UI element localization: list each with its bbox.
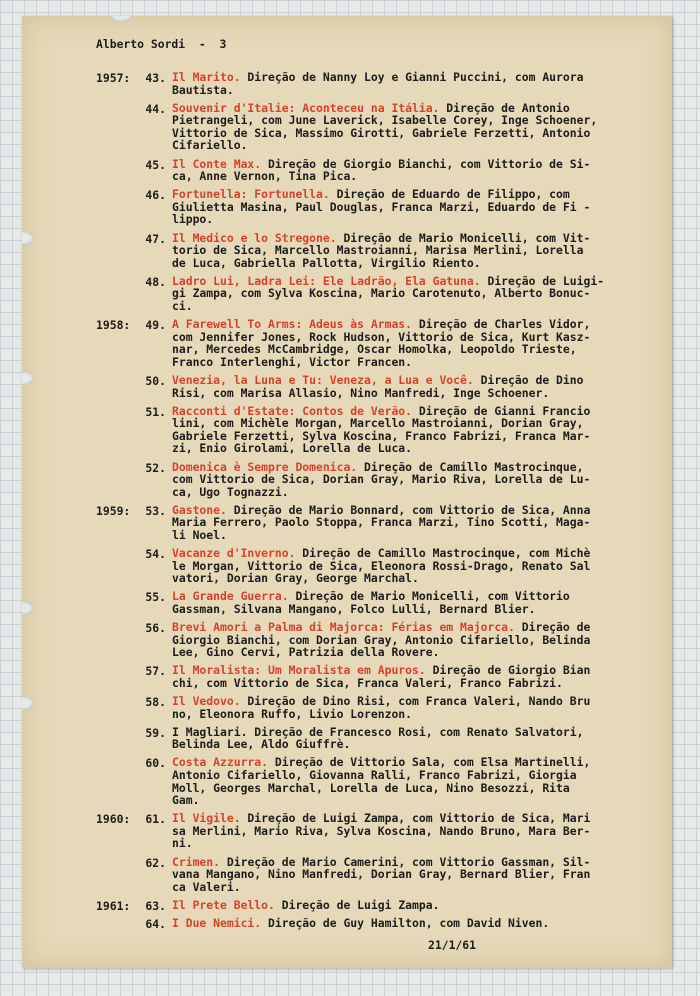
- entry-number: 56.: [145, 621, 166, 636]
- punch-hole: [22, 231, 34, 245]
- film-entry: [96, 664, 666, 689]
- punch-hole: [110, 16, 132, 22]
- entry-text: [172, 504, 666, 542]
- entry-text: [172, 71, 666, 96]
- entry-detail: vana Mangano, Nino Manfredi, Dorian Gray, Bernard Blier, Fran: [172, 867, 591, 882]
- entry-line: [172, 868, 666, 881]
- punch-hole: [22, 696, 34, 710]
- entry-text: [172, 621, 666, 659]
- entry-detail: gi Zampa, com Sylva Koscina, Mario Carotenuto, Alberto Bonuc-: [172, 286, 591, 301]
- entry-detail: zi, Enio Girolami, Lorella de Luca.: [172, 441, 413, 456]
- entry-detail: Direção de Mario Bonnard, com Vittorio de Sica, Anna: [226, 502, 591, 517]
- film-entry: [96, 405, 666, 455]
- entry-line: [172, 677, 666, 690]
- entry-detail: Pietrangeli, com June Laverick, Isabelle Corey, Inge Schoener,: [172, 113, 598, 128]
- entry-number: 45.: [145, 157, 166, 172]
- entry-detail: li Noel.: [172, 528, 227, 542]
- entry-detail: Direção de Vittorio Sala, com Elsa Martinelli,: [268, 755, 591, 770]
- film-title: Il Vigile.: [172, 811, 241, 826]
- entry-text: [172, 275, 666, 313]
- entry-line: [172, 516, 666, 529]
- film-entry: [96, 917, 666, 930]
- entry-number: 54.: [145, 547, 166, 562]
- entry-detail: Direção de Giorgio Bianchi, com Vittorio de Si-: [261, 156, 591, 171]
- entry-year: 1957:: [96, 71, 131, 85]
- entry-number: 51.: [145, 404, 166, 419]
- film-entry: [96, 461, 666, 499]
- entry-detail: Direção de Charles Vidor,: [412, 317, 591, 332]
- film-title: Il Moralista: Um Moralista em Apuros.: [172, 663, 426, 678]
- film-title: Brevi Amori a Palma di Majorca: Férias em Majorca.: [172, 620, 515, 635]
- entry-line: [172, 287, 666, 300]
- entry-detail: Vittorio de Sica, Massimo Girotti, Gabriele Ferzetti, Antonio: [172, 125, 591, 140]
- entry-line: [172, 782, 666, 795]
- entry-detail: nar, Mercedes McCambridge, Oscar Homolka, Leopoldo Trieste,: [172, 342, 577, 357]
- entry-line: [172, 646, 666, 659]
- entry-detail: vatori, Dorian Gray, George Marchal.: [172, 571, 419, 586]
- entry-detail: Franco Interlenghi, Victor Francen.: [172, 354, 413, 369]
- film-entry: [96, 726, 666, 751]
- entry-detail: Direção de Antonio: [439, 100, 570, 115]
- entry-line: [172, 825, 666, 838]
- entry-number: 48.: [145, 274, 166, 289]
- film-entry: [96, 232, 666, 270]
- entry-number: 62.: [145, 855, 166, 870]
- entry-number: 49.: [145, 318, 166, 333]
- entry-line: [172, 917, 666, 930]
- entry-detail: Direção de Gianni Francio: [412, 403, 591, 418]
- entry-detail: Direção de Luigi Zampa, com Vittorio de Sica, Mari: [240, 811, 591, 826]
- film-title: Racconti d'Estate: Contos de Verão.: [172, 403, 413, 418]
- entry-number: 58.: [145, 695, 166, 710]
- entry-detail: Direção de Mario Camerini, com Vittorio Gassman, Sil-: [220, 854, 591, 869]
- entry-line: [172, 213, 666, 226]
- entry-year: 1959:: [96, 503, 131, 518]
- page-header: Alberto Sordi - 3: [96, 37, 227, 51]
- entry-number: 46.: [145, 188, 166, 203]
- entry-line: [172, 738, 666, 751]
- entry-number: 52.: [145, 460, 166, 475]
- entry-detail: Risi, com Marisa Allasio, Nino Manfredi, Inge Schoener.: [172, 385, 550, 400]
- film-title: Gastone.: [172, 502, 227, 517]
- entry-detail: Lee, Gino Cervi, Patrizia della Rovere.: [172, 645, 440, 660]
- typed-page: [22, 16, 672, 968]
- film-entry: [96, 547, 666, 585]
- film-entry: [96, 899, 666, 912]
- entry-line: [172, 139, 666, 152]
- entry-detail: Direção de Camillo Mastrocinque, com Michè: [295, 546, 591, 561]
- entry-text: [172, 812, 666, 850]
- entry-line: [172, 899, 666, 912]
- entry-text: [172, 232, 666, 270]
- entry-detail: de Luca, Gabriella Pallotta, Virgilio Riento.: [172, 255, 481, 270]
- film-entry: [96, 695, 666, 720]
- entry-line: [172, 201, 666, 214]
- film-entry: [96, 756, 666, 806]
- entry-line: [172, 387, 666, 400]
- entry-number: 55.: [145, 590, 166, 605]
- entry-line: [172, 572, 666, 585]
- entry-detail: Direção de Dino Risi, com Franca Valeri, Nando Bru: [240, 694, 591, 709]
- entry-detail: com Vittorio de Sica, Dorian Gray, Mario Riva, Lorella de Lu-: [172, 472, 591, 487]
- entry-number: 50.: [145, 373, 166, 388]
- entry-detail: Cifariello.: [172, 138, 248, 153]
- entry-line: [172, 881, 666, 894]
- entry-detail: Direção de Luigi Zampa.: [274, 897, 440, 912]
- entry-line: [172, 170, 666, 183]
- entry-line: [172, 84, 666, 97]
- entry-year: 1961:: [96, 898, 131, 913]
- entry-detail: I Magliari. Direção de Francesco Rosi, com Renato Salvatori,: [172, 724, 584, 739]
- film-entry: [96, 318, 666, 368]
- entry-line: [172, 529, 666, 542]
- film-entry: [96, 590, 666, 615]
- entry-detail: sa Merlini, Mario Riva, Sylva Koscina, Nando Bruno, Mara Ber-: [172, 823, 591, 838]
- punch-hole: [22, 601, 34, 615]
- entry-detail: Gam.: [172, 793, 200, 808]
- entry-detail: Direção de Dino: [473, 372, 584, 387]
- film-entry: [96, 275, 666, 313]
- entry-detail: Direção de: [514, 620, 591, 635]
- entry-detail: Belinda Lee, Aldo Giuffrè.: [172, 737, 351, 752]
- film-title: Il Medico e lo Stregone.: [172, 230, 337, 245]
- entry-line: [172, 486, 666, 499]
- entry-detail: ni.: [172, 836, 193, 851]
- entry-text: [172, 756, 666, 806]
- entry-text: [172, 461, 666, 499]
- punch-hole: [22, 371, 34, 385]
- film-title: Vacanze d'Inverno.: [172, 546, 296, 561]
- entry-text: [172, 102, 666, 152]
- entry-detail: le Morgan, Vittorio de Sica, Eleonora Rossi-Drago, Renato Sal: [172, 558, 591, 573]
- film-entry: [96, 856, 666, 894]
- film-entry: [96, 71, 666, 96]
- entry-line: [172, 794, 666, 807]
- entry-detail: com Jennifer Jones, Rock Hudson, Vittorio de Sica, Kurt Kasz-: [172, 329, 591, 344]
- film-entry: [96, 158, 666, 183]
- film-title: Il Vedovo.: [172, 694, 241, 709]
- entry-line: [172, 257, 666, 270]
- entry-detail: Gabriele Ferzetti, Sylva Koscina, Franco Fabrizi, Franca Mar-: [172, 428, 591, 443]
- entry-number: 43.: [145, 71, 166, 85]
- entry-line: [172, 356, 666, 369]
- entry-text: [172, 726, 666, 751]
- film-entry: [96, 102, 666, 152]
- entry-detail: Direção de Giorgio Bian: [425, 663, 591, 678]
- entry-text: [172, 374, 666, 399]
- film-title: Il Conte Max.: [172, 156, 262, 171]
- entry-line: [172, 300, 666, 313]
- film-title: Crimen.: [172, 854, 221, 869]
- entry-text: [172, 695, 666, 720]
- entry-text: [172, 547, 666, 585]
- film-title: Il Marito.: [172, 70, 241, 84]
- entry-detail: Bautista.: [172, 82, 234, 97]
- entry-detail: ci.: [172, 299, 193, 313]
- entry-number: 60.: [145, 756, 166, 771]
- entry-detail: lippo.: [172, 212, 214, 227]
- entry-line: [172, 708, 666, 721]
- entry-text: [172, 590, 666, 615]
- film-title: Il Prete Bello.: [172, 897, 275, 912]
- entry-detail: Direção de Eduardo de Filippo, com: [329, 187, 570, 202]
- entry-line: [172, 603, 666, 616]
- entry-text: [172, 664, 666, 689]
- film-title: A Farewell To Arms: Adeus às Armas.: [172, 317, 413, 332]
- entry-detail: torio de Sica, Marcello Mastroianni, Marisa Merlini, Lorella: [172, 243, 584, 258]
- entry-number: 59.: [145, 725, 166, 740]
- entry-detail: Direção de Luigi-: [480, 273, 605, 288]
- entry-text: [172, 405, 666, 455]
- entry-text: [172, 917, 666, 930]
- entry-year: 1960:: [96, 812, 131, 827]
- entry-number: 57.: [145, 664, 166, 679]
- film-entry: [96, 504, 666, 542]
- entry-detail: no, Eleonora Ruffo, Livio Lorenzon.: [172, 706, 413, 721]
- entry-text: [172, 158, 666, 183]
- film-title: I Due Nemici.: [172, 915, 262, 930]
- entry-detail: Antonio Cifariello, Giovanna Ralli, Franco Fabrizi, Giorgia: [172, 768, 577, 782]
- entry-detail: Gassman, Silvana Mangano, Folco Lulli, Bernard Blier.: [172, 601, 536, 616]
- entry-number: 53.: [145, 503, 166, 518]
- film-title: Souvenir d'Italie: Aconteceu na Itália.: [172, 100, 440, 115]
- entry-number: 44.: [145, 101, 166, 116]
- film-title: Venezia, la Luna e Tu: Veneza, a Lua e Você.: [172, 372, 474, 387]
- entry-detail: ca, Ugo Tognazzi.: [172, 484, 289, 499]
- entry-detail: ca, Anne Vernon, Tina Pica.: [172, 169, 358, 184]
- entry-line: [172, 442, 666, 455]
- entry-detail: ca Valeri.: [172, 879, 241, 894]
- date-footer: 21/1/61: [428, 938, 477, 952]
- filmography-list: [96, 71, 666, 935]
- entry-number: 61.: [145, 812, 166, 827]
- entry-year: 1958:: [96, 318, 131, 333]
- entry-detail: lini, com Michèle Morgan, Marcello Mastroianni, Dorian Gray,: [172, 416, 584, 431]
- entry-detail: Maria Ferrero, Paolo Stoppa, Franca Marzi, Tino Scotti, Maga-: [172, 515, 591, 530]
- entry-detail: Direção de Nanny Loy e Gianni Puccini, com Aurora: [240, 70, 584, 84]
- entry-text: [172, 899, 666, 912]
- film-title: La Grande Guerra.: [172, 589, 289, 604]
- entry-detail: Direção de Camillo Mastrocinque,: [357, 459, 584, 474]
- entry-detail: Giulietta Masina, Paul Douglas, Franca Marzi, Eduardo de Fi -: [172, 199, 591, 214]
- entry-detail: chi, com Vittorio de Sica, Franca Valeri, Franco Fabrizi.: [172, 675, 563, 690]
- entry-detail: Giorgio Bianchi, com Dorian Gray, Antonio Cifariello, Belinda: [172, 632, 591, 647]
- entry-text: [172, 318, 666, 368]
- entry-text: [172, 188, 666, 226]
- entry-detail: Direção de Mario Monicelli, com Vit-: [336, 230, 591, 245]
- entry-line: [172, 71, 666, 84]
- entry-number: 63.: [145, 898, 166, 913]
- entry-number: 47.: [145, 231, 166, 246]
- entry-number: 64.: [145, 916, 166, 931]
- film-title: Domenica è Sempre Domenica.: [172, 459, 358, 474]
- film-title: Fortunella: Fortunella.: [172, 187, 330, 202]
- entry-detail: Direção de Mario Monicelli, com Vittorio: [288, 589, 570, 604]
- film-entry: [96, 812, 666, 850]
- film-entry: [96, 374, 666, 399]
- film-title: Ladro Lui, Ladra Lei: Ele Ladrão, Ela Gatuna.: [172, 273, 481, 288]
- film-title: Costa Azzurra.: [172, 755, 269, 770]
- film-entry: [96, 621, 666, 659]
- entry-text: [172, 856, 666, 894]
- film-entry: [96, 188, 666, 226]
- entry-detail: Direção de Guy Hamilton, com David Niven.: [261, 915, 550, 930]
- entry-detail: Moll, Georges Marchal, Lorella de Luca, Nino Besozzi, Rita: [172, 780, 570, 795]
- entry-line: [172, 837, 666, 850]
